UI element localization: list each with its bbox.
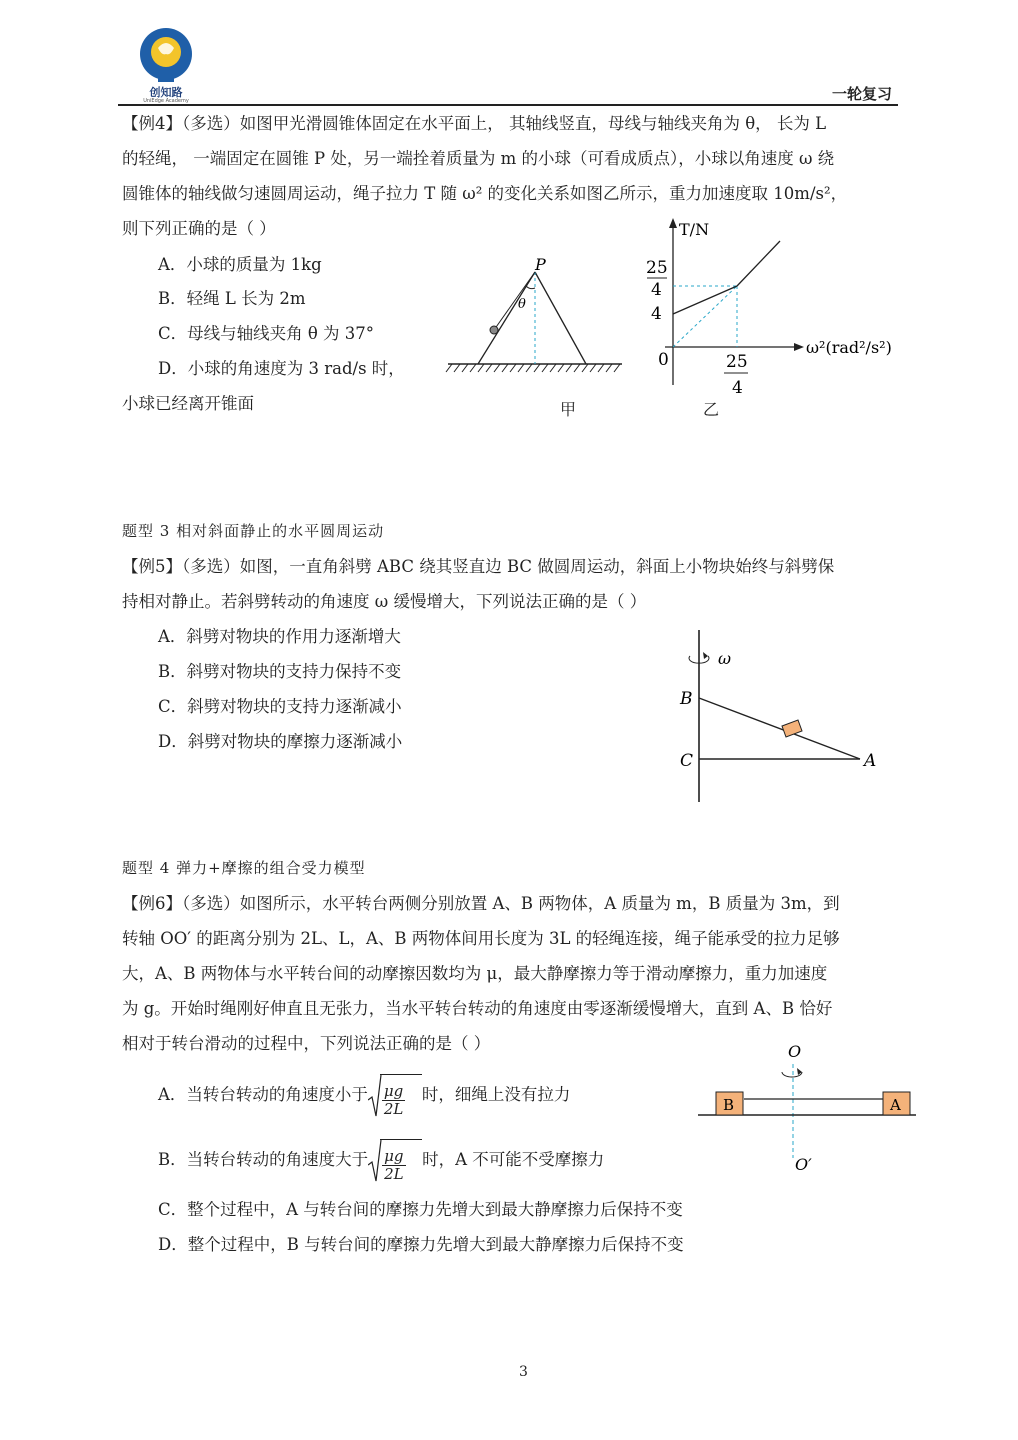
type3-title: 题型 3 相对斜面静止的水平圆周运动	[122, 522, 385, 540]
ex6-line-4: 为 g。开始时绳刚好伸直且无张力，当水平转台转动的角速度由零逐渐缓慢增大，直到 A、B 恰好	[122, 999, 833, 1018]
cone-apex-label: P	[535, 255, 546, 274]
turntable-label-a: A	[890, 1096, 901, 1114]
ex6-option-b	[158, 1135, 604, 1185]
sqrt-expression-a	[368, 1074, 422, 1118]
ex6-option-a-pre: A．当转台转动的角速度小于	[158, 1085, 368, 1104]
figure-jia-label: 甲	[560, 400, 577, 419]
type4-title: 题型 4 弹力+摩擦的组合受力模型	[122, 859, 366, 877]
chart-y-tick-4: 4	[651, 304, 662, 324]
ex4-line-1: 【例4】（多选）如图甲光滑圆锥体固定在水平面上， 其轴线竖直，母线与轴线夹角为 θ， 长为 L	[122, 114, 827, 133]
sqrt-expression-b	[368, 1139, 422, 1183]
ex5-option-c: C．斜劈对物块的支持力逐渐减小	[158, 697, 402, 716]
frac-den-b: 2L	[384, 1165, 404, 1183]
chart-x-tick-25: 25	[726, 352, 748, 372]
ex5-option-a: A．斜劈对物块的作用力逐渐增大	[158, 627, 401, 646]
chart-x-axis-label: ω²(rad²/s²)	[806, 338, 892, 357]
ex6-line-5: 相对于转台滑动的过程中，下列说法正确的是（ ）	[122, 1034, 491, 1053]
ex4-option-b: B．轻绳 L 长为 2m	[158, 289, 306, 308]
chart-x-tick-4: 4	[732, 378, 743, 398]
ex6-option-b-post: 时，A 不可能不受摩擦力	[422, 1150, 605, 1169]
logo-en-text: UniEdge Academy	[143, 98, 189, 104]
wedge-label-b: B	[680, 689, 693, 709]
ex4-option-a: A．小球的质量为 1kg	[158, 255, 322, 274]
ex6-option-a-post: 时，细绳上没有拉力	[421, 1085, 571, 1104]
chart-y-axis-label: T/N	[679, 220, 710, 239]
ex4-option-d: D．小球的角速度为 3 rad/s 时，	[158, 359, 405, 378]
ex4-line-2: 的轻绳， 一端固定在圆锥 P 处，另一端拴着质量为 m 的小球（可看成质点），小球以角速度 ω 绕	[122, 149, 835, 168]
turntable-label-b: B	[723, 1096, 735, 1114]
frac-num-a: μg	[383, 1082, 404, 1100]
cone-angle-label: θ	[518, 297, 526, 312]
chart-y-tick-4-den: 4	[651, 280, 662, 300]
ex6-option-b-pre: B．当转台转动的角速度大于	[158, 1150, 369, 1169]
ex6-option-a	[158, 1070, 570, 1120]
figure-yi-label: 乙	[703, 400, 720, 419]
turntable-figure	[694, 1040, 920, 1176]
ex5-option-d: D．斜劈对物块的摩擦力逐渐减小	[158, 732, 403, 751]
ex5-line-1: 【例5】（多选）如图，一直角斜劈 ABC 绕其竖直边 BC 做圆周运动，斜面上小物块始终与斜劈保	[122, 557, 835, 576]
logo-cn-text: 创知路	[149, 86, 183, 99]
ex6-line-1: 【例6】（多选）如图所示，水平转台两侧分别放置 A、B 两物体，A 质量为 m，B 质量为 3m，到	[122, 894, 840, 913]
ex4-line-4: 则下列正确的是（ ）	[122, 219, 276, 238]
turntable-label-o-prime: O′	[795, 1155, 812, 1174]
frac-num-b: μg	[384, 1147, 404, 1165]
ex6-line-2: 转轴 OO′ 的距离分别为 2L、L，A、B 两物体间用长度为 3L 的轻绳连接，绳子能承受的拉力足够	[122, 929, 840, 948]
ex6-line-3: 大，A、B 两物体与水平转台间的动摩擦因数均为 μ，最大静摩擦力等于滑动摩擦力，重力加速度	[122, 964, 828, 983]
chart-origin-label: 0	[658, 350, 669, 370]
ex5-line-2: 持相对静止。若斜劈转动的角速度 ω 缓慢增大，下列说法正确的是（ ）	[122, 592, 647, 611]
ex4-line-3: 圆锥体的轴线做匀速圆周运动，绳子拉力 T 随 ω² 的变化关系如图乙所示，重力加速度取 10m/s²，	[122, 184, 848, 203]
header-label: 一轮复习	[832, 85, 893, 103]
ex4-option-c: C．母线与轴线夹角 θ 为 37°	[158, 324, 375, 343]
turntable-label-o: O	[788, 1042, 802, 1061]
chart-y-tick-25: 25	[646, 258, 668, 278]
frac-den-a: 2L	[383, 1100, 404, 1118]
ex6-option-d: D．整个过程中，B 与转台间的摩擦力先增大到最大静摩擦力后保持不变	[158, 1235, 684, 1254]
page-number: 3	[519, 1364, 528, 1380]
ex6-option-c: C．整个过程中，A 与转台间的摩擦力先增大到最大静摩擦力后保持不变	[158, 1200, 683, 1219]
wedge-label-a: A	[864, 751, 877, 771]
wedge-omega-label: ω	[718, 649, 732, 668]
ex5-option-b: B．斜劈对物块的支持力保持不变	[158, 662, 402, 681]
tension-chart	[640, 215, 912, 415]
wedge-label-c: C	[680, 751, 694, 771]
header-rule	[118, 104, 898, 106]
logo	[128, 24, 204, 104]
ex4-option-d-tail: 小球已经离开锥面	[122, 394, 254, 413]
cone-figure	[440, 250, 630, 385]
wedge-figure	[670, 628, 885, 806]
